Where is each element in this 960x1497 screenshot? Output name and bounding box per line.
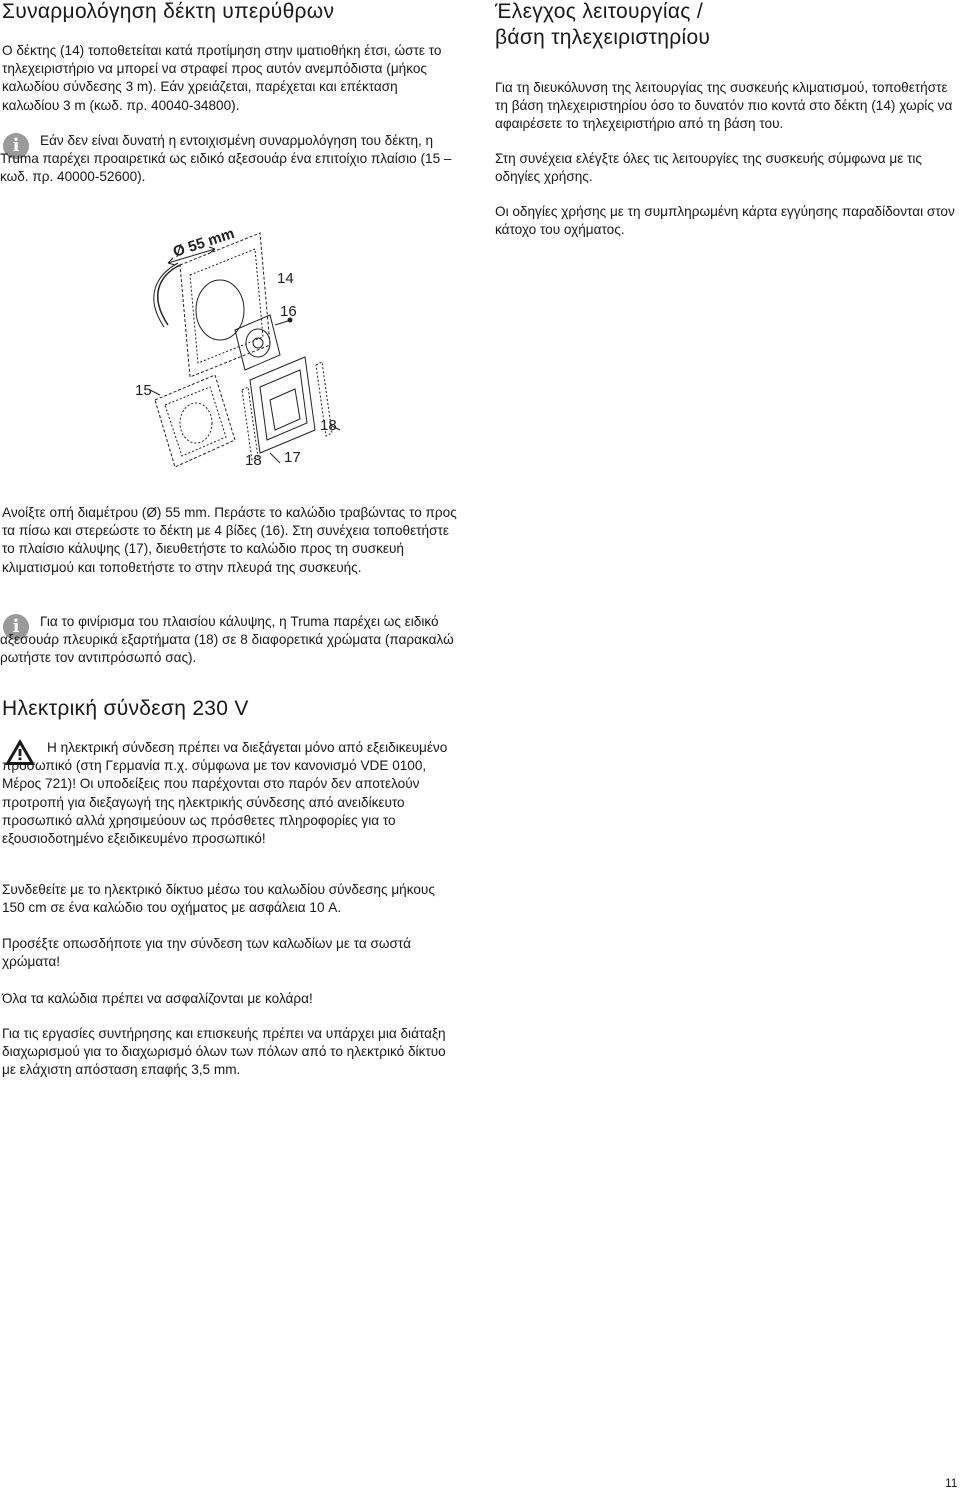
right-paragraph-holder-placement: Για τη διευκόλυνση της λειτουργίας της συσκευής κλιματισμού, τοποθετήστε τη βάση τηλεχειριστηρίου όσο το δυνατόν πιο κοντά στο δέκτη (14) χωρίς να αφαιρέσετε το τηλεχειριστήριο από τη βάση του. xyxy=(495,80,953,132)
receiver-exploded-diagram xyxy=(120,205,370,475)
right-paragraph-check-functions: Στη συνέχεια ελέγξτε όλες τις λειτουργίες της συσκευής σύμφωνα με τις οδηγίες χρήσης. xyxy=(495,151,922,185)
figure-label-16: 16 xyxy=(280,303,297,320)
section-title-receiver-mounting: Συναρμολόγηση δέκτη υπερύθρων xyxy=(2,0,335,23)
diameter-label: Ø 55 mm xyxy=(170,225,237,261)
paragraph-mains-connection: Συνδεθείτε με το ηλεκτρικό δίκτυο μέσω του καλωδίου σύνδεσης μήκους 150 cm σε ένα καλώδιο του οχήματος με ασφάλεια 10 A. xyxy=(2,882,435,916)
section-title-function-check-line1: Έλεγχος λειτουργίας / xyxy=(495,0,703,23)
page-number: 11 xyxy=(945,1476,958,1490)
figure-label-14: 14 xyxy=(277,270,294,287)
paragraph-disconnect-device: Για τις εργασίες συντήρησης και επισκευής πρέπει να υπάρχει μια διάταξη διαχωρισμού για το διαχωρισμό όλων των πόλων από το ηλεκτρικό δίκτυο με ελάχιστη απόσταση επαφής 3,5 mm. xyxy=(2,1026,446,1078)
paragraph-cable-colors: Προσέξτε οπωσδήποτε για την σύνδεση των καλωδίων με τα σωστά χρώματα! xyxy=(2,936,411,970)
figure-label-15: 15 xyxy=(135,382,152,399)
info-icon: i xyxy=(3,133,29,159)
section-title-function-check-line2: βάση τηλεχειριστηρίου xyxy=(495,26,711,49)
mounting-steps-paragraph: Ανοίξτε οπή διαμέτρου (Ø) 55 mm. Περάστε το καλώδιο τραβώντας το προς τα πίσω και στερεώστε το δέκτη με 4 βίδες (16). Στη συνέχεια τοποθετήστε το πλαίσιο κάλυψης (17), διευθετήστε το καλώδιο προς τη συσκευή κλιματισμού και τοποθετήστε το στην πλευρά της συσκευής. xyxy=(2,505,457,575)
info-icon: i xyxy=(3,614,29,640)
figure-label-17: 17 xyxy=(284,449,301,466)
figure-label-18-right: 18 xyxy=(320,417,337,434)
info-note-wall-frame: Εάν δεν είναι δυνατή η εντοιχισμένη συναρμολόγηση του δέκτη, η Truma παρέχει προαιρετικά ως ειδικό αξεσουάρ ένα επιτοίχιο πλαίσιο (15 – κωδ. πρ. 40000-52600). xyxy=(0,133,452,185)
right-paragraph-handover: Οι οδηγίες χρήσης με τη συμπληρωμένη κάρτα εγγύησης παραδίδονται στον κάτοχο του οχήματος. xyxy=(495,204,955,238)
section-title-electric-connection: Ηλεκτρική σύνδεση 230 V xyxy=(2,697,249,720)
intro-paragraph: Ο δέκτης (14) τοποθετείται κατά προτίμηση στην ιματιοθήκη έτσι, ώστε το τηλεχειριστήριο να μπορεί να στραφεί προς αυτόν ανεμπόδιστα (μήκος καλωδίου σύνδεσης 3 m). Εάν χρειάζεται, παρέχεται και επέκταση καλωδίου 3 m (κωδ. πρ. 40040-34800). xyxy=(2,43,442,113)
warning-paragraph: Η ηλεκτρική σύνδεση πρέπει να διεξάγεται μόνο από εξειδικευμένο προσωπικό (στη Γερμανία π.χ. σύμφωνα με τον κανονισμό VDE 0100, Μέρος 721)! Οι υποδείξεις που παρέχονται στο παρόν δεν αποτελούν προτροπή για διεξαγωγή της ηλεκτρικής σύνδεσης από ανειδίκευτο προσωπικό αλλά χρησιμεύουν ως πρόσθετες πληροφορίες για το εξουσιοδοτημένο εξειδικευμένο προσωπικό! xyxy=(2,740,448,847)
info-note-side-parts: Για το φινίρισμα του πλαισίου κάλυψης, η Truma παρέχει ως ειδικό αξεσουάρ πλευρικά εξαρτήματα (18) σε 8 διαφορετικά χρώματα (παρακαλώ ρωτήστε τον αντιπρόσωπό σας). xyxy=(0,614,454,666)
paragraph-cable-ties: Όλα τα καλώδια πρέπει να ασφαλίζονται με κολάρα! xyxy=(2,991,313,1006)
figure-label-18-left: 18 xyxy=(245,452,262,469)
